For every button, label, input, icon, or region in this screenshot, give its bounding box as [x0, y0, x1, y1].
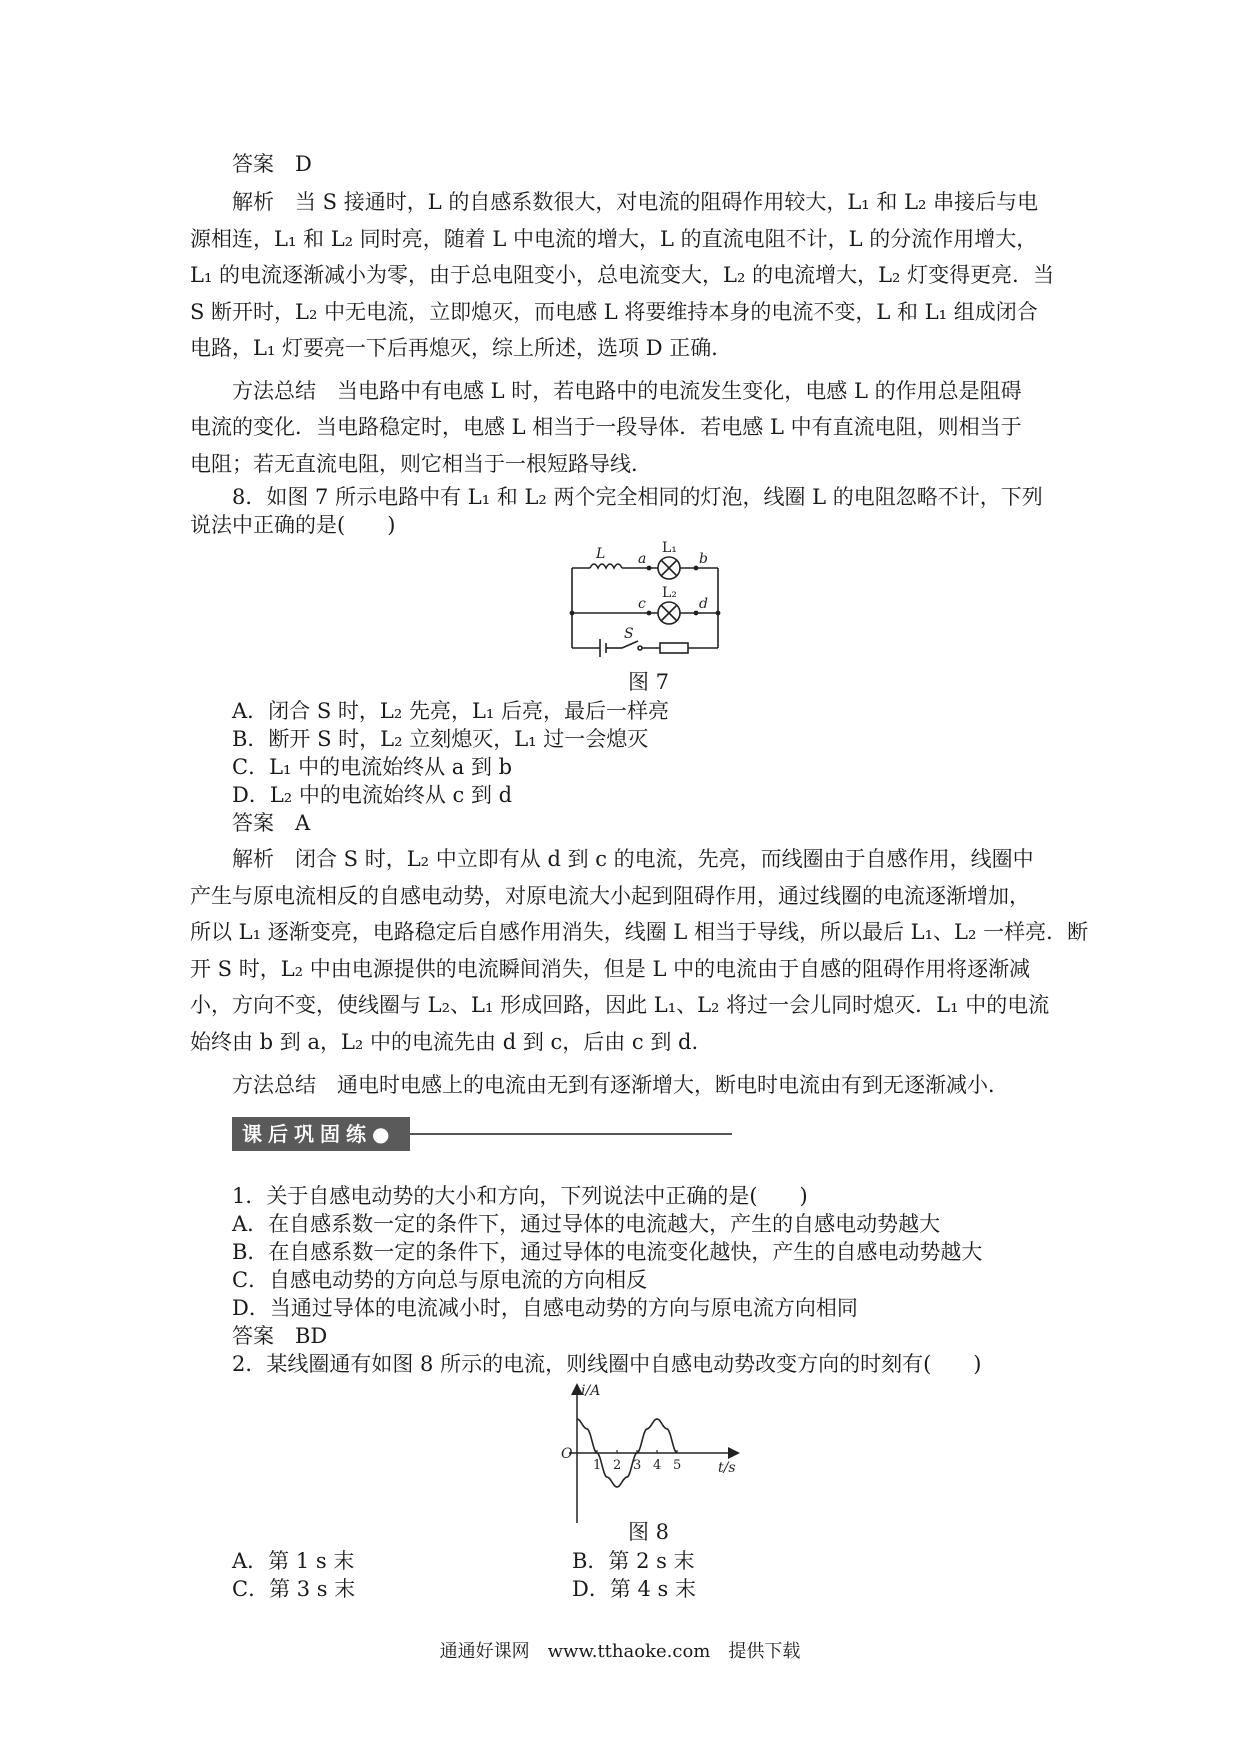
analysis-line: 产生与原电流相反的自感电动势，对原电流大小起到阻碍作用，通过线圈的电流逐渐增加，	[190, 884, 1030, 908]
answer-text: 答案 D	[232, 152, 312, 176]
label-d: d	[699, 596, 708, 612]
label-S: S	[624, 626, 634, 642]
method-summary-line: 电流的变化．当电路稳定时，电感 L 相当于一段导体．若电感 L 中有直流电阻，则相当于	[190, 415, 1022, 439]
analysis-line: 解析 闭合 S 时，L₂ 中立即有从 d 到 c 的电流，先亮，而线圈由于自感作用，线圈中	[232, 847, 1034, 871]
footer-text: 通通好课网 www.tthaoke.com 提供下载	[439, 1641, 801, 1662]
option-line: A．第 1 s 末	[232, 1549, 355, 1573]
x-tick-label: 5	[673, 1458, 682, 1473]
label-a: a	[638, 551, 647, 567]
option-line: C．L₁ 中的电流始终从 a 到 b	[232, 755, 513, 779]
x-tick-label: 4	[653, 1458, 662, 1473]
option-line: B．第 2 s 末	[572, 1549, 695, 1573]
option-line: B．断开 S 时，L₂ 立刻熄灭，L₁ 过一会熄灭	[232, 727, 649, 751]
question-2-text: 2．某线圈通有如图 8 所示的电流，则线圈中自感电动势改变方向的时刻有( )	[232, 1352, 982, 1376]
option-line: D．当通过导体的电流减小时，自感电动势的方向与原电流方向相同	[232, 1296, 858, 1320]
y-axis-label: i/A	[581, 1383, 601, 1399]
analysis-line: 电路，L₁ 灯要亮一下后再熄灭，综上所述，选项 D 正确．	[190, 336, 733, 360]
analysis-line: 解析 当 S 接通时，L 的自感系数很大，对电流的阻碍作用较大，L₁ 和 L₂ 串接后与电	[232, 190, 1039, 214]
answer-text: 答案 BD	[232, 1324, 328, 1348]
analysis-line: 始终由 b 到 a，L₂ 中的电流先由 d 到 c，后由 c 到 d.	[190, 1030, 699, 1054]
method-summary-line: 方法总结 通电时电感上的电流由无到有逐渐增大，断电时电流由有到无逐渐减小．	[232, 1073, 1009, 1097]
question-8-line: 说法中正确的是( )	[190, 513, 396, 537]
analysis-line: S 断开时，L₂ 中无电流，立即熄灭，而电感 L 将要维持本身的电流不变，L 和 L₁ 组成闭合	[190, 300, 1038, 324]
label-L: L	[596, 546, 606, 562]
section-header: 课后巩固练●	[232, 1117, 410, 1151]
option-line: B．在自感系数一定的条件下，通过导体的电流变化越快，产生的自感电动势越大	[232, 1240, 983, 1264]
label-L2: L₂	[662, 585, 677, 601]
method-summary-line: 电阻；若无直流电阻，则它相当于一根短路导线．	[190, 452, 652, 476]
option-line: A．闭合 S 时，L₂ 先亮，L₁ 后亮，最后一样亮	[232, 699, 669, 723]
analysis-line: 开 S 时，L₂ 中由电源提供的电流瞬间消失，但是 L 中的电流由于自感的阻碍作用将逐渐减	[190, 957, 1031, 981]
analysis-line: 所以 L₁ 逐渐变亮，电路稳定后自感作用消失，线圈 L 相当于导线，所以最后 L₁、L₂ 一样亮．断	[190, 920, 1089, 944]
question-8-line: 8．如图 7 所示电路中有 L₁ 和 L₂ 两个完全相同的灯泡，线圈 L 的电阻忽略不计，下列	[232, 485, 1043, 509]
label-b: b	[699, 551, 708, 567]
option-line: D．L₂ 中的电流始终从 c 到 d	[232, 783, 513, 807]
analysis-line: 小，方向不变，使线圈与 L₂、L₁ 形成回路，因此 L₁、L₂ 将过一会儿同时熄灭．L₁ 中的电流	[190, 993, 1050, 1017]
figure-8-caption: 图 8	[628, 1520, 670, 1544]
figure-7-circuit	[560, 538, 750, 658]
origin-label: O	[561, 1446, 573, 1462]
question-1-text: 1．关于自感电动势的大小和方向，下列说法中正确的是( )	[232, 1184, 808, 1208]
analysis-line: 源相连，L₁ 和 L₂ 同时亮，随着 L 中电流的增大，L 的直流电阻不计，L 的分流作用增大，	[190, 227, 1038, 251]
x-tick-label: 2	[613, 1458, 622, 1473]
method-summary-line: 方法总结 当电路中有电感 L 时，若电路中的电流发生变化，电感 L 的作用总是阻碍	[232, 379, 1022, 403]
x-tick-label: 3	[633, 1458, 642, 1473]
section-divider	[410, 1133, 732, 1135]
option-line: D．第 4 s 末	[572, 1577, 697, 1601]
answer-text: 答案 A	[232, 811, 311, 835]
x-tick-label: 1	[593, 1458, 602, 1473]
option-line: C．第 3 s 末	[232, 1577, 356, 1601]
option-line: C．自感电动势的方向总与原电流的方向相反	[232, 1268, 648, 1292]
figure-8-chart	[555, 1378, 745, 1528]
label-c: c	[638, 596, 646, 612]
analysis-line: L₁ 的电流逐渐减小为零，由于总电阻变小，总电流变大，L₂ 的电流增大，L₂ 灯变得更亮．当	[190, 263, 1055, 287]
x-axis-label: t/s	[718, 1460, 736, 1476]
option-line: A．在自感系数一定的条件下，通过导体的电流越大，产生的自感电动势越大	[232, 1212, 941, 1236]
label-L1: L₁	[662, 540, 677, 556]
figure-7-caption: 图 7	[628, 670, 670, 694]
